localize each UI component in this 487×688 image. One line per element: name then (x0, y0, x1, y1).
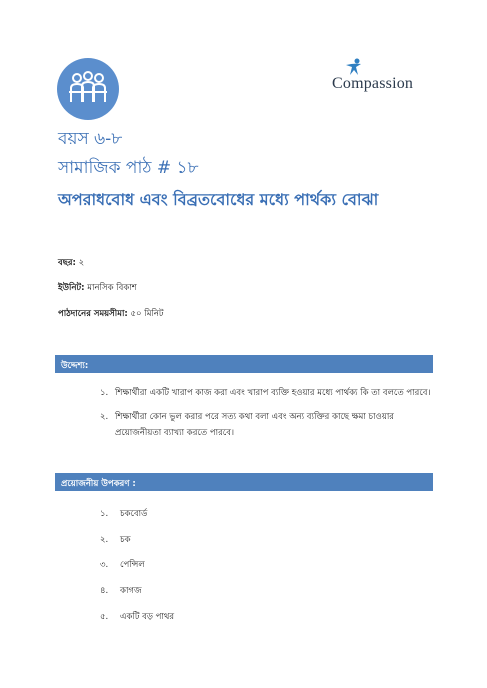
meta-unit-value: মানসিক বিকাশ (87, 283, 137, 293)
list-item (100, 584, 142, 598)
meta-unit (58, 281, 137, 295)
list-item-text: শিক্ষার্থীরা কোন ভুল করার পরে সত্য কথা বলা এবং অন্য ব্যক্তির কাছে ক্ষমা চাওয়ার প্রয়োজনীয়তা ব্যাখ্যা করতে পারবে। (115, 412, 394, 438)
logo-text: Compassion (332, 75, 414, 92)
materials-heading-bar (55, 473, 433, 491)
list-item (100, 610, 174, 624)
list-item (100, 507, 147, 521)
objectives-heading: উদ্দেশ্য: (61, 361, 89, 371)
objectives-list (100, 385, 435, 441)
list-item-text: চকবোর্ড (120, 509, 148, 519)
meta-year-label: বছর: (58, 258, 76, 268)
list-item-number: ২. (100, 535, 109, 545)
list-item-text: একটি বড় পাথর (120, 612, 175, 622)
people-group-icon (57, 58, 119, 120)
list-item-number: ২. (100, 412, 109, 422)
list-item-text: কাগজ (120, 586, 142, 596)
list-item-number: ৫. (100, 612, 109, 622)
meta-unit-label: ইউনিট: (58, 283, 85, 293)
list-item (100, 533, 131, 547)
compassion-logo (332, 58, 432, 98)
lesson-number: সামাজিক পাঠ # ১৮ (58, 158, 199, 178)
meta-duration-value: ৫০ মিনিট (130, 309, 164, 319)
meta-year-value: ২ (78, 258, 85, 268)
objectives-heading-bar (55, 355, 433, 373)
list-item-number: ৩. (100, 560, 109, 570)
list-item-number: ১. (100, 509, 109, 519)
list-item-text: পেন্সিল (120, 560, 145, 570)
materials-heading: প্রয়োজনীয় উপকরণ : (61, 479, 136, 489)
compassion-figure-icon (344, 58, 364, 76)
meta-year (58, 256, 84, 270)
list-item (100, 409, 435, 441)
list-item-number: ১. (100, 388, 109, 398)
list-item-number: ৪. (100, 586, 109, 596)
page-title: অপরাধবোধ এবং বিব্রতবোধের মধ্যে পার্থক্য বোঝা (58, 190, 379, 209)
meta-duration-label: পাঠদানের সময়সীমা: (58, 309, 128, 319)
age-heading: বয়স ৬-৮ (58, 129, 123, 149)
list-item-text: চক (120, 535, 131, 545)
list-item-text: শিক্ষার্থীরা একটি খারাপ কাজ করা এবং খারাপ ব্যক্তি হওয়ার মধ্যে পার্থক্য কি তা বলতে পারবে। (115, 388, 431, 398)
list-item (100, 385, 435, 401)
list-item (100, 558, 145, 572)
meta-duration (58, 307, 164, 321)
